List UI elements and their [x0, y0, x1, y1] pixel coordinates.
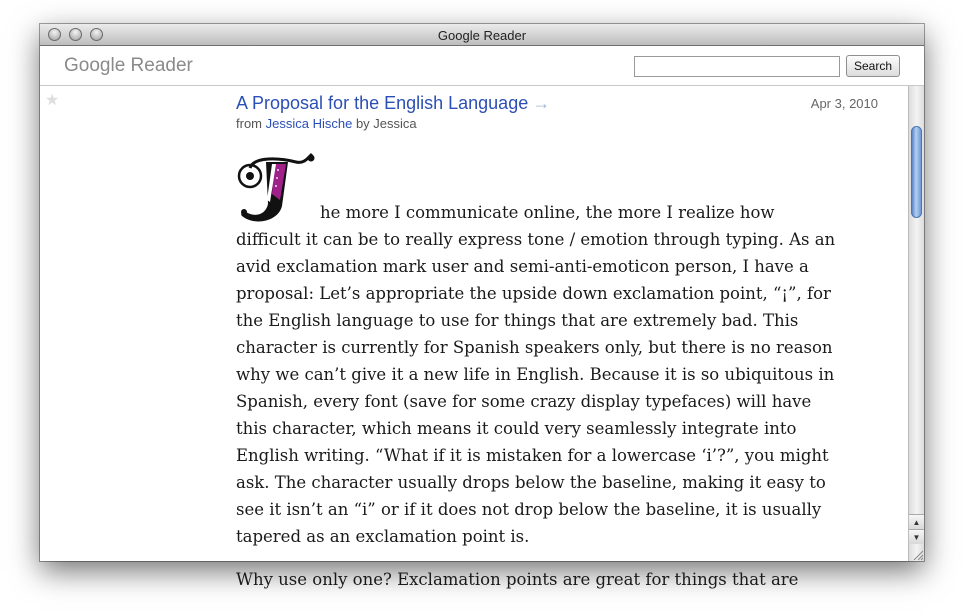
article-body	[236, 150, 836, 593]
arrow-right-icon: →	[532, 93, 551, 113]
scrollbar-thumb[interactable]	[911, 126, 922, 218]
drop-cap-t-icon	[236, 150, 316, 226]
source-link[interactable]: Jessica Hische	[265, 116, 353, 131]
paragraph-1: he more I communicate online, the more I realize how difficult it can be to really express tone / emotion through typing. As an avid exclamation mark user and semi-anti-emoticon person, I have a proposal: Let’s appropriate the upside down exclamation point, “¡”, for the English language to use for things that are extremely bad. This character is currently for Spanish speakers only, but there is no reason why we can’t give it a new life in English. Because it is so ubiquitous in Spanish, every font (save for some crazy display typefaces) will have this character, which means it could very seamlessly integrate into English writing. “What if it is mistaken for a lowercase ‘i’?”, you might ask. The character usually drops below the baseline, making it easy to see it isn’t an “i” or if it does not drop below the baseline, it is usually tapered as an exclamation point is.	[236, 203, 836, 546]
star-icon[interactable]: ★	[45, 92, 60, 109]
article-date: Apr 3, 2010	[810, 96, 878, 111]
search-input[interactable]	[634, 56, 840, 77]
reader-toolbar	[40, 46, 924, 86]
article-pane	[40, 86, 908, 589]
app-window	[40, 24, 924, 589]
app-logo[interactable]: Google Reader	[64, 55, 193, 76]
scroll-down-arrow-icon[interactable]: ▼	[909, 529, 924, 544]
window-title: Google Reader	[437, 28, 527, 43]
byline-author: by Jessica	[355, 116, 417, 131]
search-button[interactable]: Search	[846, 55, 900, 77]
byline-from: from	[236, 116, 262, 131]
article-title: A Proposal for the English Language	[236, 93, 529, 113]
resize-grip-icon[interactable]	[910, 547, 924, 561]
drop-cap-image	[236, 150, 320, 226]
paragraph-2: Why use only one? Exclamation points are great for things that are	[236, 570, 799, 589]
article-title-link[interactable]	[236, 93, 550, 114]
title-bar[interactable]	[40, 24, 924, 46]
scroll-up-arrow-icon[interactable]: ▲	[909, 514, 924, 529]
article-byline	[236, 116, 417, 131]
vertical-scrollbar[interactable]	[908, 86, 924, 561]
